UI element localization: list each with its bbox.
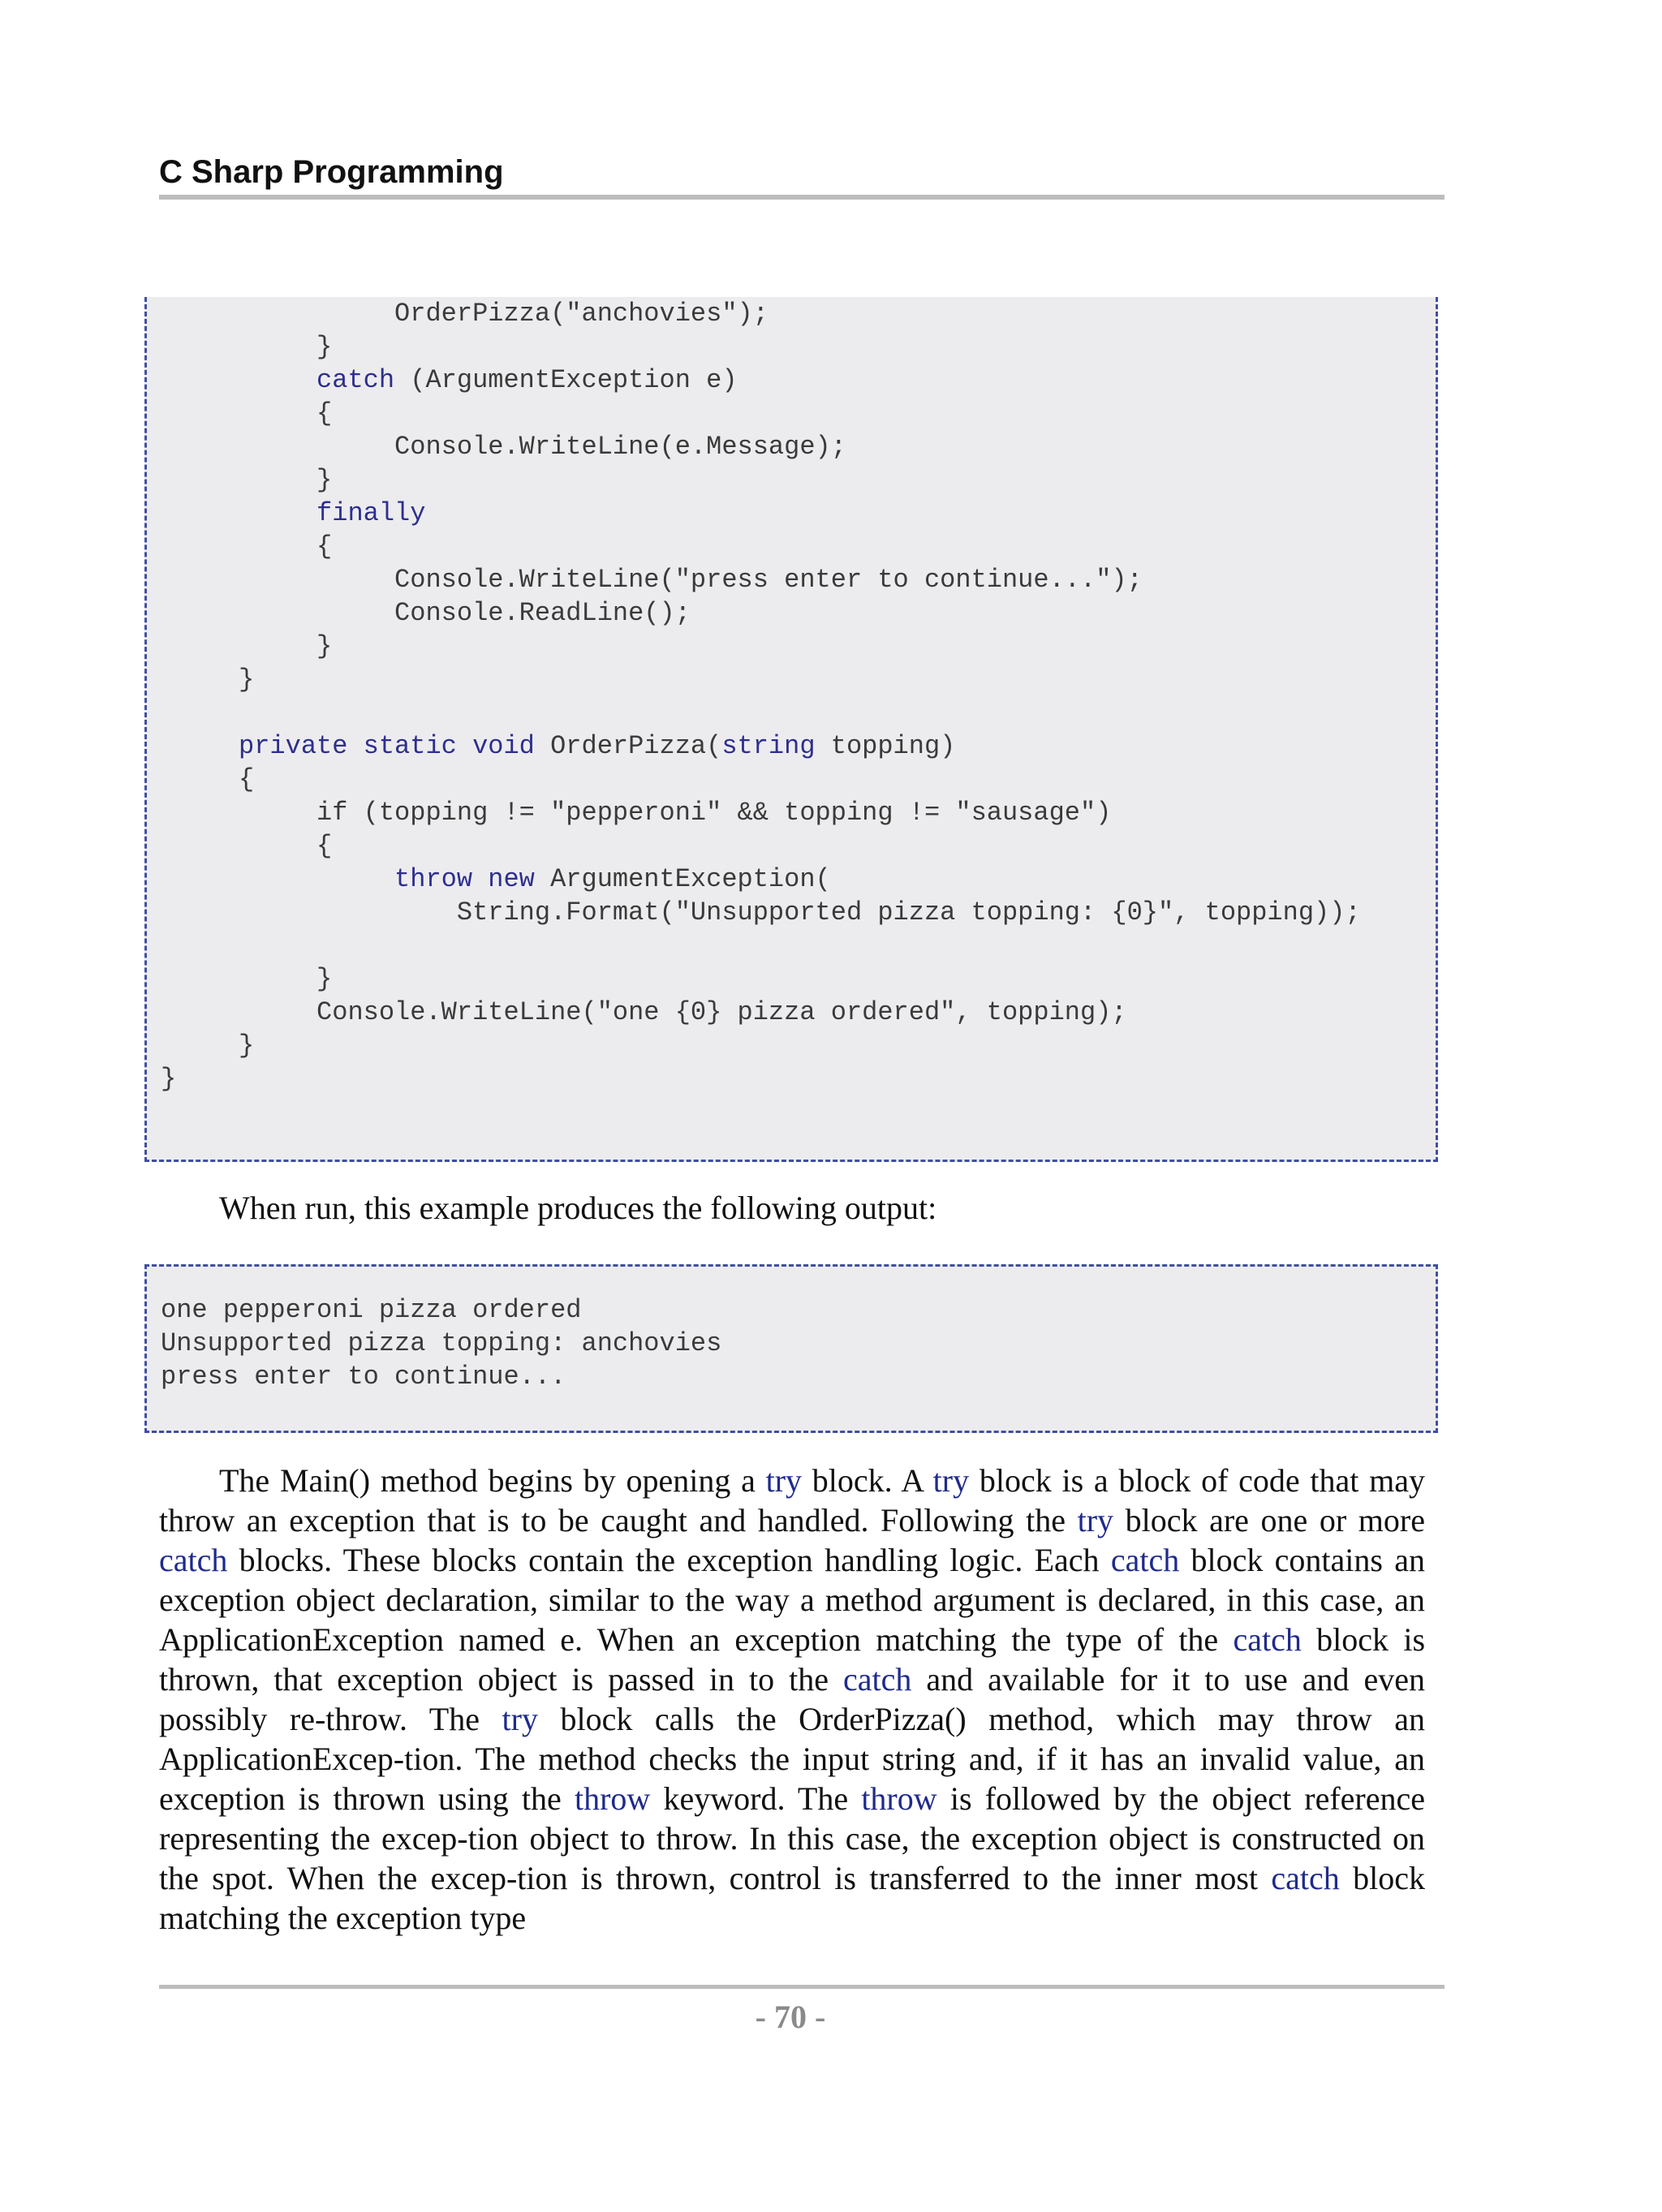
code-line [161, 397, 332, 430]
code-text [161, 365, 316, 395]
code-line [161, 729, 955, 763]
code-keyword: throw [394, 864, 473, 894]
output-line: Unsupported pizza topping: anchovies [161, 1328, 722, 1358]
code-line [161, 630, 332, 663]
code-line [161, 796, 1111, 829]
page-header-title: C Sharp Programming [159, 154, 504, 190]
footer-divider [159, 1985, 1445, 1989]
code-line [161, 863, 831, 896]
code-text: } [161, 1031, 255, 1061]
keyword-term: catch [1110, 1542, 1180, 1578]
code-line [161, 1062, 176, 1095]
code-keyword: void [472, 731, 535, 761]
code-text [457, 731, 472, 761]
code-listing [144, 297, 1438, 1162]
output-line: press enter to continue... [161, 1362, 566, 1392]
code-text: Console.WriteLine("one {0} pizza ordered", topping); [161, 997, 1127, 1027]
code-line [161, 1029, 254, 1062]
code-line [161, 763, 254, 796]
code-text: Console.WriteLine(e.Message); [161, 432, 846, 462]
code-text: } [161, 1064, 177, 1094]
code-keyword: private [239, 731, 348, 761]
code-text: { [161, 531, 333, 562]
code-text: } [161, 665, 255, 695]
paragraph-text: and available for it to use and even possibly re-throw. The [159, 1661, 1426, 1737]
code-text: Console.ReadLine(); [161, 598, 691, 628]
code-text: } [161, 465, 333, 495]
output-listing [144, 1264, 1438, 1433]
keyword-term: try [932, 1462, 970, 1499]
paragraph-text: blocks. These blocks contain the exception handling logic. Each [227, 1542, 1111, 1578]
code-text: } [161, 631, 333, 661]
code-text: String.Format("Unsupported pizza topping: {0}", topping)); [161, 897, 1361, 927]
code-line [161, 364, 738, 397]
paragraph-text: block are one or more [1113, 1502, 1425, 1539]
code-text: if (topping != "pepperoni" && topping != "sausage") [161, 798, 1112, 828]
keyword-term: catch [159, 1542, 228, 1578]
explanation-paragraph [159, 1461, 1425, 1938]
code-keyword: new [488, 864, 535, 894]
code-keyword: finally [316, 498, 426, 528]
keyword-term: throw [574, 1780, 651, 1817]
page-number: - 70 - [755, 1999, 826, 2035]
code-text: OrderPizza( [534, 731, 722, 761]
paragraph-text: block. A [802, 1462, 933, 1499]
code-text: } [161, 332, 333, 362]
code-text [347, 731, 363, 761]
code-line [161, 663, 254, 696]
code-text [161, 731, 239, 761]
code-text: OrderPizza("anchovies"); [161, 299, 769, 329]
paragraph-text: is followed by the object reference representing the excep-tion object to throw. In this case, the exception object is constructed on the spot. When the excep-tion is thrown, control is transferred to the inner most [159, 1780, 1425, 1896]
code-text: } [161, 964, 333, 994]
paragraph-text: block matching the exception type [159, 1860, 1426, 1936]
code-text: topping) [815, 731, 956, 761]
code-line [161, 530, 332, 563]
code-text: { [161, 831, 333, 861]
code-text [161, 864, 394, 894]
code-text: { [161, 398, 333, 428]
code-text [161, 498, 316, 528]
keyword-term: catch [1271, 1860, 1340, 1896]
code-text: Console.WriteLine("press enter to continue..."); [161, 565, 1143, 595]
code-line [161, 962, 332, 996]
paragraph-text: block contains an exception object declaration, similar to the way a method argument is declared, in this case, an ApplicationException named e. When an exception matching the type of the [159, 1542, 1426, 1658]
code-text: ArgumentException( [534, 864, 831, 894]
output-line: one pepperoni pizza ordered [161, 1295, 582, 1325]
keyword-term: try [765, 1462, 803, 1499]
code-line [161, 430, 846, 463]
keyword-term: try [1077, 1502, 1114, 1539]
paragraph-text: block calls the OrderPizza() method, which may throw an ApplicationExcep-tion. The method checks the input string and, if it has an invalid value, an exception is thrown using the [159, 1701, 1425, 1817]
keyword-term: try [502, 1701, 538, 1737]
code-line [161, 297, 769, 330]
code-line [161, 463, 332, 497]
paragraph-text: block is a block of code that may throw an exception that is to be caught and handled. Following the [159, 1462, 1426, 1539]
code-keyword: static [363, 731, 457, 761]
code-text: { [161, 764, 255, 794]
paragraph-text: block is thrown, that exception object is passed in to the [159, 1621, 1426, 1698]
code-line [161, 829, 332, 863]
paragraph-text: keyword. The [650, 1780, 862, 1817]
paragraph-text: The Main() method begins by opening a [219, 1462, 766, 1499]
code-text [472, 864, 488, 894]
code-line [161, 896, 1361, 929]
intro-text: When run, this example produces the following output: [219, 1190, 937, 1226]
code-line [161, 563, 1143, 596]
keyword-term: catch [1233, 1621, 1302, 1658]
code-keyword: string [721, 731, 816, 761]
code-line [161, 497, 425, 530]
code-line [161, 330, 332, 364]
keyword-term: catch [842, 1661, 912, 1698]
code-line [161, 596, 691, 630]
keyword-term: throw [861, 1780, 937, 1817]
header-divider [159, 195, 1445, 200]
code-line [161, 996, 1127, 1029]
code-text: (ArgumentException e) [394, 365, 738, 395]
code-keyword: catch [316, 365, 395, 395]
